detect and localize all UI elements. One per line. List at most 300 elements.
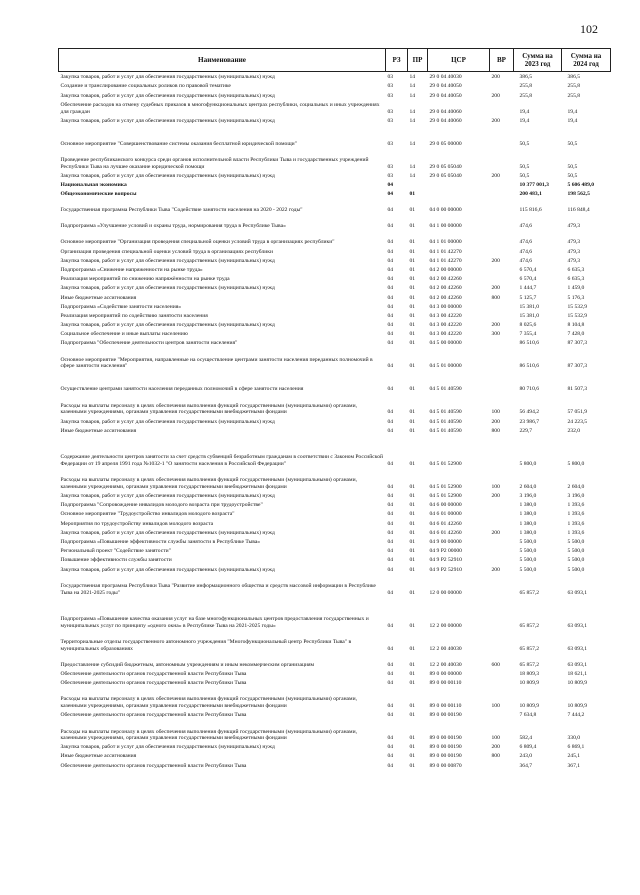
cell-sum-2023: 474,6: [519, 239, 533, 246]
cell-sum-2024: 1 393,6: [567, 520, 585, 527]
cell-csr: 29 0 05 00000: [429, 140, 462, 147]
cell-csr: 04 6 01 00000: [429, 511, 462, 518]
cell-pr: 01: [409, 483, 416, 490]
cell-csr: 04 5 00 00000: [429, 340, 462, 347]
cell-sum-2024: 479,3: [567, 239, 581, 246]
cell-csr: 04 9 P2 00000: [429, 548, 462, 555]
cell-rz: 04: [387, 363, 394, 370]
cell-csr: 04 1 01 00000: [429, 239, 462, 246]
cell-name: Подпрограмма «Улучшение условий и охраны труда, нормирования труда в Республике Тыва»: [60, 223, 286, 230]
cell-rz: 04: [387, 679, 394, 686]
cell-rz: 04: [387, 670, 394, 677]
cell-rz: 04: [387, 538, 394, 545]
cell-pr: 01: [409, 702, 416, 709]
cell-sum-2023: 19,4: [519, 108, 530, 115]
cell-pr: 01: [409, 409, 416, 416]
cell-name: Территориальные отделы государственного автономного учреждения "Многофункциональный центр Республики Тыва" в муниципальных образованиях: [60, 639, 352, 652]
cell-name: Обеспечение деятельности органов государственной власти Республики Тыва: [60, 762, 247, 769]
cell-name: Закупка товаров, работ и услуг для обеспечения государственных (муниципальных) нужд: [60, 117, 275, 124]
cell-name: Расходы на выплаты персоналу в целях обеспечения выполнения функций государственными (муниципальными) органами, казенными учреждениями, органами управления государственными внебюджетными фондами: [60, 696, 357, 709]
cell-sum-2023: 50,5: [519, 173, 530, 180]
cell-rz: 04: [387, 191, 394, 198]
cell-vr: 200: [491, 92, 500, 99]
cell-vr: [490, 518, 514, 527]
cell-name: Подпрограмма "Обеспечение деятельности центров занятости населения": [60, 340, 238, 347]
cell-name: Закупка товаров, работ и услуг для обеспечения государственных (муниципальных) нужд: [60, 566, 275, 573]
cell-pr: 01: [409, 191, 416, 198]
cell-sum-2024: 232,0: [567, 427, 581, 434]
cell-csr: 12 2 00 00000: [429, 622, 462, 629]
cell-pr: 14: [409, 140, 416, 147]
cell-csr: 04 6 00 00000: [429, 502, 462, 509]
cell-csr: 04 0 00 00000: [429, 207, 462, 214]
header-name: Наименование: [59, 49, 386, 72]
table-row: [59, 99, 611, 115]
table-row: [59, 147, 611, 170]
cell-rz: 04: [387, 511, 394, 518]
cell-csr: 89 0 00 00110: [429, 679, 462, 686]
cell-rz: 04: [387, 712, 394, 719]
cell-sum-2024: 479,3: [567, 248, 581, 255]
cell-csr: 04 3 00 00000: [429, 303, 462, 310]
cell-sum-2024: 1 393,6: [567, 511, 585, 518]
table-row: [59, 370, 611, 393]
cell-pr: 01: [409, 538, 416, 545]
cell-sum-2023: 5 500,0: [519, 548, 537, 555]
cell-rz: 03: [387, 140, 394, 147]
cell-pr: 01: [409, 276, 416, 283]
cell-vr: [490, 124, 514, 147]
cell-vr: [490, 198, 514, 214]
cell-sum-2023: 5 125,7: [519, 294, 537, 301]
cell-sum-2024: 198 562,5: [567, 191, 590, 198]
cell-csr: 04 3 00 42220: [429, 312, 462, 319]
cell-rz: 04: [387, 239, 394, 246]
cell-vr: 100: [491, 409, 500, 416]
cell-sum-2023: 18 809,3: [519, 670, 540, 677]
table-row: [59, 338, 611, 347]
cell-vr: [490, 629, 514, 652]
cell-name: Иные бюджетные ассигнования: [60, 294, 137, 301]
cell-vr: [490, 189, 514, 198]
cell-rz: 04: [387, 303, 394, 310]
cell-sum-2024: 479,3: [567, 223, 581, 230]
cell-sum-2024: 7 444,2: [567, 712, 585, 719]
header-pr: ПР: [408, 49, 428, 72]
cell-sum-2023: 5 800,0: [519, 460, 537, 467]
table-row: [59, 467, 611, 490]
cell-sum-2024: 6 635,3: [567, 266, 585, 273]
cell-pr: 01: [409, 257, 416, 264]
cell-csr: 04 1 01 42270: [429, 257, 462, 264]
cell-sum-2024: 50,5: [567, 173, 578, 180]
cell-name: Основное мероприятие "Трудоустройство инвалидов молодого возраста": [60, 511, 235, 518]
cell-csr: 12 0 00 00000: [429, 589, 462, 596]
cell-vr: 200: [491, 173, 500, 180]
table-row: [59, 189, 611, 198]
table-row: [59, 596, 611, 629]
cell-csr: 04 1 01 42270: [429, 248, 462, 255]
cell-name: Мероприятия по трудоустройству инвалидов молодого возраста: [60, 520, 214, 527]
cell-sum-2023: 10 377 001,3: [519, 182, 549, 189]
cell-pr: 01: [409, 312, 416, 319]
cell-pr: 14: [409, 92, 416, 99]
cell-vr: [490, 555, 514, 564]
cell-rz: 04: [387, 589, 394, 596]
cell-csr: 04 2 00 42260: [429, 276, 462, 283]
cell-pr: 01: [409, 223, 416, 230]
cell-pr: 01: [409, 493, 416, 500]
cell-pr: 01: [409, 529, 416, 536]
table-row: [59, 90, 611, 99]
cell-name: Закупка товаров, работ и услуг для обеспечения государственных (муниципальных) нужд: [60, 74, 275, 81]
cell-vr: [490, 246, 514, 255]
cell-sum-2024: 2 604,0: [567, 483, 585, 490]
table-row: [59, 81, 611, 90]
cell-name: Закупка товаров, работ и услуг для обеспечения государственных (муниципальных) нужд: [60, 744, 275, 751]
cell-csr: 89 0 00 00110: [429, 702, 462, 709]
table-row: [59, 301, 611, 310]
cell-name: Закупка товаров, работ и услуг для обеспечения государственных (муниципальных) нужд: [60, 493, 275, 500]
cell-csr: 29 0 05 05040: [429, 163, 462, 170]
cell-csr: 29 0 04 40060: [429, 108, 462, 115]
table-row: [59, 230, 611, 246]
cell-rz: 03: [387, 92, 394, 99]
cell-sum-2024: 8 104,8: [567, 322, 585, 329]
cell-rz: 04: [387, 483, 394, 490]
table-row: [59, 246, 611, 255]
table-row: [59, 264, 611, 273]
cell-vr: [490, 99, 514, 115]
cell-name: Реализация мероприятий по снижению напряжённости на рынке труда: [60, 276, 230, 283]
table-row: [59, 751, 611, 760]
cell-name: Государственная программа Республики Тыва "Развитие информационного общества и средств массовой информации в Республике Тыва на 2021-2025 годы": [60, 583, 376, 596]
cell-csr: 04 5 01 00000: [429, 363, 462, 370]
table-row: [59, 255, 611, 264]
cell-vr: 100: [491, 702, 500, 709]
cell-name: Проведение республиканского конкурса среди органов исполнительной власти Республики Тыва и государственных учреждений Республики Тыва на лучшее оказание юридической помощи: [60, 157, 369, 170]
cell-sum-2024: 386,5: [567, 74, 581, 81]
cell-pr: 01: [409, 239, 416, 246]
table-row: [59, 329, 611, 338]
cell-pr: 01: [409, 294, 416, 301]
cell-rz: 04: [387, 312, 394, 319]
cell-name: Закупка товаров, работ и услуг для обеспечения государственных (муниципальных) нужд: [60, 322, 275, 329]
cell-sum-2024: 5 500,0: [567, 548, 585, 555]
cell-csr: 04 6 01 42260: [429, 529, 462, 536]
cell-sum-2023: 10 809,9: [519, 679, 540, 686]
cell-rz: 04: [387, 409, 394, 416]
cell-name: Осуществление центрами занятости населения переданных полномочий в сфере занятости населения: [60, 386, 304, 393]
cell-sum-2023: 1 380,0: [519, 511, 537, 518]
table-header-row: [59, 49, 611, 72]
cell-sum-2024: 1 393,6: [567, 529, 585, 536]
table-row: [59, 425, 611, 434]
cell-sum-2024: 5 500,0: [567, 557, 585, 564]
cell-pr: 01: [409, 762, 416, 769]
cell-csr: 04 5 01 52900: [429, 493, 462, 500]
cell-sum-2023: 474,6: [519, 257, 533, 264]
cell-vr: 300: [491, 331, 500, 338]
cell-pr: 01: [409, 712, 416, 719]
cell-sum-2024: 116 848,4: [567, 207, 590, 214]
cell-pr: 01: [409, 548, 416, 555]
cell-vr: [490, 347, 514, 370]
cell-sum-2023: 6 570,4: [519, 276, 537, 283]
cell-csr: 29 0 04 40030: [429, 74, 462, 81]
cell-pr: 01: [409, 418, 416, 425]
cell-sum-2023: 200 483,1: [519, 191, 542, 198]
cell-rz: 03: [387, 117, 394, 124]
cell-csr: 89 0 00 00000: [429, 670, 462, 677]
cell-sum-2024: 81 507,3: [567, 386, 588, 393]
table-row: [59, 555, 611, 564]
cell-sum-2023: 50,5: [519, 140, 530, 147]
cell-rz: 04: [387, 493, 394, 500]
cell-csr: 04 5 01 52900: [429, 483, 462, 490]
cell-vr: 200: [491, 418, 500, 425]
cell-sum-2024: 5 606 489,0: [567, 182, 595, 189]
cell-sum-2023: 86 510,6: [519, 363, 540, 370]
cell-vr: 200: [491, 744, 500, 751]
cell-pr: 01: [409, 557, 416, 564]
cell-name: Повышение эффективности службы занятости: [60, 557, 172, 564]
table-row: [59, 709, 611, 718]
cell-sum-2023: 115 816,6: [519, 207, 542, 214]
cell-name: Основное мероприятие "Организация проведения специальной оценки условий труда в организациях республики": [60, 239, 335, 246]
cell-pr: 01: [409, 735, 416, 742]
cell-rz: 04: [387, 557, 394, 564]
cell-sum-2024: 10 809,9: [567, 702, 588, 709]
cell-vr: [490, 677, 514, 686]
cell-csr: 04 1 00 00000: [429, 223, 462, 230]
cell-vr: 800: [491, 294, 500, 301]
cell-pr: 01: [409, 566, 416, 573]
cell-vr: [490, 310, 514, 319]
cell-name: Расходы на выплаты персоналу в целях обеспечения выполнения функций государственными (муниципальными) органами, казенными учреждениями, органами управления государственными внебюджетными фондами: [60, 477, 357, 490]
cell-sum-2024: 15 532,9: [567, 312, 588, 319]
cell-sum-2024: 15 532,9: [567, 303, 588, 310]
table-row: [59, 668, 611, 677]
cell-sum-2023: 386,5: [519, 74, 533, 81]
cell-vr: 600: [491, 661, 500, 668]
cell-sum-2024: 63 093,1: [567, 661, 588, 668]
table-row: [59, 686, 611, 709]
cell-csr: 89 0 00 00190: [429, 735, 462, 742]
table-row: [59, 742, 611, 751]
cell-pr: 01: [409, 744, 416, 751]
cell-csr: [428, 179, 490, 188]
table-row: [59, 319, 611, 328]
cell-pr: 01: [409, 460, 416, 467]
cell-sum-2024: 6 869,1: [567, 744, 585, 751]
cell-sum-2023: 2 604,0: [519, 483, 537, 490]
table-row: [59, 652, 611, 668]
cell-sum-2024: 87 307,3: [567, 363, 588, 370]
cell-rz: 04: [387, 566, 394, 573]
cell-vr: 200: [491, 285, 500, 292]
cell-sum-2023: 7 634,8: [519, 712, 537, 719]
cell-rz: 03: [387, 83, 394, 90]
cell-rz: 04: [387, 182, 394, 189]
cell-csr: 04 2 00 00000: [429, 266, 462, 273]
table-row: [59, 518, 611, 527]
cell-sum-2023: 15 381,0: [519, 312, 540, 319]
cell-sum-2023: 255,8: [519, 83, 533, 90]
cell-vr: [490, 709, 514, 718]
cell-name: Расходы на выплаты персоналу в целях обеспечения выполнения функций государственными (муниципальными) органами, казенными учреждениями, органами управления государственными внебюджетными фондами: [60, 728, 357, 742]
cell-name: Подпрограмма «Повышение эффективности службы занятости в Республике Тыва»: [60, 538, 261, 545]
table-row: [59, 573, 611, 596]
cell-rz: 04: [387, 207, 394, 214]
cell-name: Социальное обеспечение и иные выплаты населению: [60, 331, 188, 338]
cell-rz: 04: [387, 622, 394, 629]
table-row: [59, 124, 611, 147]
cell-csr: 04 2 00 42260: [429, 294, 462, 301]
cell-name: Подпрограмма «Снижение напряженности на рынке труда»: [60, 266, 203, 273]
cell-rz: 04: [387, 223, 394, 230]
cell-sum-2024: 63 093,1: [567, 589, 588, 596]
header-rz: РЗ: [386, 49, 408, 72]
cell-name: Обеспечение деятельности органов государственной власти Республики Тыва: [60, 670, 247, 677]
cell-pr: 01: [409, 520, 416, 527]
cell-vr: 200: [491, 529, 500, 536]
cell-sum-2024: 18 621,1: [567, 670, 588, 677]
cell-sum-2024: 10 809,9: [567, 679, 588, 686]
table-row: [59, 198, 611, 214]
header-sum-2024: Сумма на 2024 год: [562, 49, 611, 72]
cell-sum-2023: 65 857,2: [519, 661, 540, 668]
cell-pr: 01: [409, 511, 416, 518]
table-row: [59, 179, 611, 188]
cell-sum-2023: 474,6: [519, 223, 533, 230]
table-row: [59, 490, 611, 499]
cell-pr: 01: [409, 303, 416, 310]
cell-sum-2023: 7 355,4: [519, 331, 537, 338]
cell-sum-2023: 229,7: [519, 427, 533, 434]
cell-sum-2023: 5 500,0: [519, 566, 537, 573]
cell-name: Реализация мероприятий по содействию занятости населения: [60, 312, 208, 319]
cell-name: Закупка товаров, работ и услуг для обеспечения государственных (муниципальных) нужд: [60, 173, 275, 180]
cell-pr: 01: [409, 386, 416, 393]
cell-pr: 01: [409, 502, 416, 509]
cell-sum-2024: 5 800,0: [567, 460, 585, 467]
cell-sum-2024: 7 428,0: [567, 331, 585, 338]
cell-sum-2023: 6 809,4: [519, 744, 537, 751]
cell-name: Закупка товаров, работ и услуг для обеспечения государственных (муниципальных) нужд: [60, 418, 275, 425]
cell-csr: 04 3 00 42220: [429, 322, 462, 329]
cell-rz: 04: [387, 285, 394, 292]
table-row: [59, 283, 611, 292]
cell-pr: 01: [409, 589, 416, 596]
cell-pr: 14: [409, 173, 416, 180]
cell-sum-2023: 5 500,0: [519, 557, 537, 564]
cell-csr: 29 0 05 05040: [429, 173, 462, 180]
cell-pr: 01: [409, 331, 416, 338]
cell-pr: 01: [409, 248, 416, 255]
cell-csr: 12 2 00 40030: [429, 661, 462, 668]
cell-pr: [408, 179, 428, 188]
budget-table: [58, 48, 611, 769]
cell-rz: 04: [387, 386, 394, 393]
table-row: [59, 527, 611, 536]
cell-vr: [490, 509, 514, 518]
cell-rz: 04: [387, 661, 394, 668]
cell-csr: 04 9 P2 52910: [429, 557, 462, 564]
cell-vr: [490, 264, 514, 273]
cell-sum-2023: 255,8: [519, 92, 533, 99]
cell-sum-2023: 8 025,6: [519, 322, 537, 329]
cell-pr: 14: [409, 108, 416, 115]
cell-vr: [490, 301, 514, 310]
cell-pr: 01: [409, 322, 416, 329]
cell-rz: 04: [387, 520, 394, 527]
cell-pr: 14: [409, 117, 416, 124]
cell-pr: 01: [409, 427, 416, 434]
table-row: [59, 499, 611, 508]
cell-csr: 89 0 00 00190: [429, 712, 462, 719]
table-row: [59, 677, 611, 686]
cell-rz: 03: [387, 74, 394, 81]
header-csr: ЦСР: [428, 49, 490, 72]
cell-sum-2023: 10 809,9: [519, 702, 540, 709]
cell-csr: 04 5 01 52900: [429, 460, 462, 467]
cell-csr: 04 5 01 40590: [429, 427, 462, 434]
cell-sum-2023: 65 857,2: [519, 589, 540, 596]
cell-rz: 03: [387, 173, 394, 180]
cell-sum-2024: 6 635,3: [567, 276, 585, 283]
cell-csr: 04 2 00 42260: [429, 285, 462, 292]
cell-sum-2023: 86 510,6: [519, 340, 540, 347]
cell-vr: 200: [491, 493, 500, 500]
cell-name: Иные бюджетные ассигнования: [60, 427, 137, 434]
cell-name: Обеспечение деятельности органов государственной власти Республики Тыва: [60, 712, 247, 719]
cell-sum-2023: 65 857,2: [519, 622, 540, 629]
cell-name: Создание и транслирование социальных роликов по правовой тематике: [60, 83, 231, 90]
cell-sum-2023: 1 380,0: [519, 520, 537, 527]
cell-vr: 800: [491, 427, 500, 434]
cell-name: Основное мероприятие "Совершенствование системы оказания бесплатной юридической помощи": [60, 140, 297, 147]
cell-name: Закупка товаров, работ и услуг для обеспечения государственных (муниципальных) нужд: [60, 285, 275, 292]
table-row: [59, 170, 611, 179]
cell-csr: 04 5 01 40590: [429, 418, 462, 425]
cell-csr: [428, 189, 490, 198]
cell-pr: 14: [409, 74, 416, 81]
cell-rz: 04: [387, 331, 394, 338]
table-row: [59, 629, 611, 652]
cell-vr: [490, 545, 514, 554]
cell-sum-2023: 50,5: [519, 163, 530, 170]
cell-vr: [490, 230, 514, 246]
cell-sum-2023: 1 444,7: [519, 285, 537, 292]
cell-vr: [490, 536, 514, 545]
table-row: [59, 564, 611, 573]
table-row: [59, 273, 611, 282]
cell-sum-2024: 63 093,1: [567, 622, 588, 629]
cell-sum-2024: 19,4: [567, 117, 578, 124]
cell-rz: 04: [387, 322, 394, 329]
cell-csr: 04 5 01 40590: [429, 409, 462, 416]
header-vr: ВР: [490, 49, 514, 72]
cell-sum-2024: 255,8: [567, 92, 581, 99]
cell-csr: 04 3 00 42220: [429, 331, 462, 338]
cell-vr: [490, 273, 514, 282]
cell-name: Закупка товаров, работ и услуг для обеспечения государственных (муниципальных) нужд: [60, 257, 275, 264]
cell-vr: [490, 668, 514, 677]
table-row: [59, 72, 611, 81]
cell-rz: 03: [387, 163, 394, 170]
cell-sum-2024: 24 223,5: [567, 418, 588, 425]
